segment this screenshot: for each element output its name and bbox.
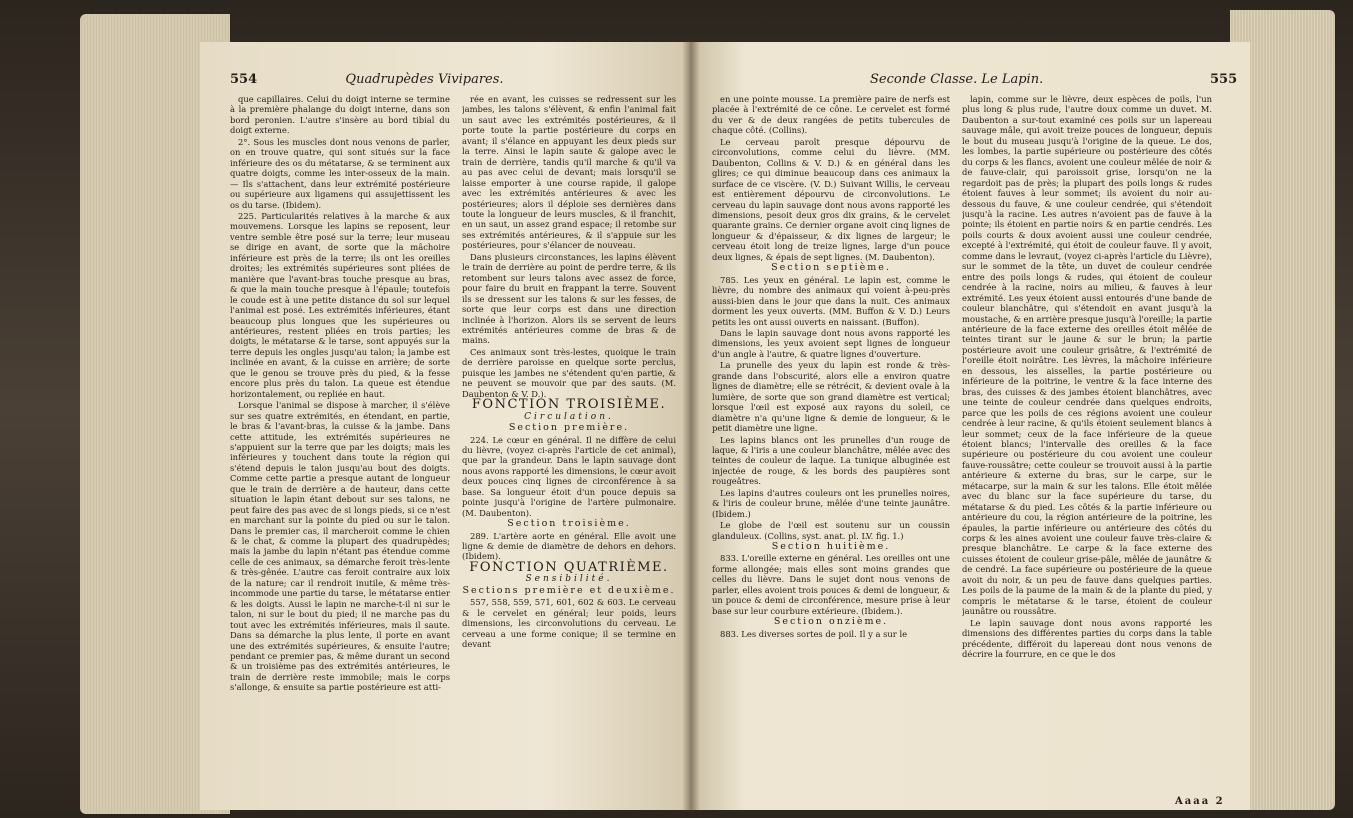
page-number-left: 554 (230, 72, 258, 87)
section-heading: Section troisième. (507, 518, 631, 530)
fonction-heading: FONCTION TROISIÈME. (471, 397, 667, 413)
paragraph: Les lapins blancs ont les prunelles d'un rouge de laque, & l'iris a une couleur blanchâtre, mêlée avec des teintes de couleur de laque. La tunique albuginée est injectée de rouge, & les bords des paupières sont rougeâtres. (712, 434, 950, 487)
paragraph: 785. Les yeux en général. Le lapin est, comme le lièvre, du nombre des animaux qui voient à-peu-près aussi-bien dans le jour que dans la nuit. Ces animaux dorment les yeux ouverts. (MM. Buffon & V. D.) Leurs petits les ont aussi ouverts en naissant. (Buffon). (712, 274, 950, 327)
right-running-head (870, 72, 1043, 87)
left-column-1 (230, 94, 450, 806)
right-page (690, 42, 1250, 810)
section-heading: Section première. (508, 422, 630, 434)
left-column-2 (462, 94, 676, 806)
paragraph: lapin, comme sur le lièvre, deux espèces de poils, l'un plus long & plus rude, l'autre doux comme un duvet. M. Daubenton a sur-tout examiné ces poils sur un lapereau sauvage mâle, qui avoit treize pouces de longueur, depuis le bout du museau jusqu'à l'origine de la queue. Le dos, les lombes, la partie supérieure ou postérieure des côtés du corps & les flancs, avoient une couleur mêlée de noir & de fauve-clair, qui paroissoit grise, lorsqu'on ne la regardoit pas de près; la plupart des poils longs & rudes étoient fauves à leur sommet; ils avoient du noir au-dessous du fauve, & une couleur cendrée, qui s'étendoit jusqu'à la racine. Les autres n'avoient pas de fauve à la pointe; ils étoient en partie noirs & en partie cendrés. Les poils courts & doux avoient aussi une couleur cendrée, excepté à l'extrémité, qui étoit de couleur fauve. Il y avoit, comme dans le levraut, (voyez ci-après l'article du Lièvre), sur le sommet de la tête, un duvet de couleur cendrée entre des poils longs & rudes, qui étoient de couleur cendrée à la racine, noirs au milieu, & fauves à leur extrémité. Les yeux étoient aussi entourés d'une bande de couleur blanchâtre, qui s'étendoit en avant jusqu'à la moustache, & en arrière presque jusqu'à l'oreille; la partie antérieure de la face externe des oreilles étoit mêlée de teintes tirant sur le jaune & sur le brun; la partie postérieure avoit une couleur grisâtre, & l'extrémité de l'oreille étoit noirâtre. Les lèvres, la mâchoire inférieure en dessous, les aisselles, la partie postérieure ou inférieure de la poitrine, le ventre & la face interne des bras, des cuisses & des jambes étoient blanchâtres, avec une teinte de couleur cendrée dans quelques endroits, parce que les poils de ces régions avoient une couleur cendrée à leur racine, & qu'ils étoient seulement blancs à leur sommet; ceux de la face inférieure de la queue étoient blancs; l'intervalle des oreilles & la face supérieure ou postérieure du cou avoient une couleur fauve-roussâtre; cette couleur se trouvoit aussi à la partie antérieure & externe du bras, sur le carpe, sur le métacarpe, sur la main & sur les talons. Elle étoit mêlée avec du blanc sur la face supérieure du tarse, du métatarse & du pied. Les côtés & la partie inférieure ou antérieure du cou, la région antérieure de la poitrine, les épaules, la partie inférieure ou antérieure des côtés du corps & les aines avoient une couleur fauve très-claire & presque blanchâtre. Le carpe & la face externe des cuisses étoient de couleur grise-pâle, mêlée de jaunâtre & de cendré. La face supérieure ou postérieure de la queue avoit du noir, & un peu de fauve dans quelques parties. Les poils de la paume de la main & de la plante du pied, y compris le métatarse & le tarse, étoient de couleur jaunâtre ou roussâtre. (962, 94, 1212, 617)
paragraph: rée en avant, les cuisses se redressent sur les jambes, les talons s'élèvent, & enfin l'animal fait un saut avec les extrémités postérieures, & il porte toute la partie postérieure du corps en avant; il s'élance en appuyant les deux pieds sur la terre. Ainsi le lapin saute & galope avec le train de derrière, tandis qu'il marche & qu'il va au pas avec celui de devant; mais lorsqu'il se laisse emporter à une course rapide, il galope avec les extrémités antérieures & avec les postérieures; alors il déploie ses dernières dans toute la longueur de leurs muscles, & il franchit, en un saut, un assez grand espace; il retombe sur ses extrémités antérieures, & il s'appuie sur les postérieures, pour s'élancer de nouveau. (462, 94, 676, 251)
paragraph: 833. L'oreille externe en général. Les oreilles ont une forme allongée; mais elles sont moins grandes que celles du lièvre. Dans le sujet dont nous venons de parler, elles avoient trois pouces & demi de longueur, & un pouce & demi de circonférence, mesure prise à leur base sur leur courbure extérieure. (Ibidem.). (712, 553, 950, 616)
paragraph: Ces animaux sont très-lestes, quoique le train de derrière paroisse en quelque sorte perclus, puisque les jambes ne s'étendent qu'en partie, & ne peuvent se mouvoir que par des sauts. (M. Daubenton & V. D.). (462, 346, 676, 399)
fonction-subheading: Circulation. (524, 411, 614, 422)
fonction-subheading: Sensibilité. (525, 574, 613, 585)
paragraph: Dans plusieurs circonstances, les lapins élèvent le train de derrière au point de perdre terre, & ils retombent sur leurs talons avec assez de force, pour faire du bruit en frappant la terre. Souvent ils se dressent sur les talons & sur les fesses, de sorte que leur corps est dans une direction inclinée à l'horizon. Alors ils se servent de leurs extrémités antérieures comme de bras & de mains. (462, 251, 676, 346)
left-running-head (230, 72, 504, 87)
section-heading: Section onzième. (773, 616, 889, 628)
paragraph: en une pointe mousse. La première paire de nerfs est placée à l'extrémité de ce cône. Le cervelet est formé du ver & de deux rangées de petits tubercules de chaque côté. (Collins). (712, 94, 950, 136)
paragraph: Le lapin sauvage dont nous avons rapporté les dimensions des différentes parties du corps dans la table précédente, différoit du lapereau dont nous venons de décrire la fourrure, en ce que le dos (962, 617, 1212, 660)
page-number-right: 555 (1210, 72, 1238, 87)
paragraph: 289. L'artère aorte en général. Elle avoit une ligne & demie de diamètre de dehors en dehors. (Ibidem). (462, 530, 676, 562)
left-page (200, 42, 690, 810)
left-running-title: Quadrupèdes Vivipares. (345, 72, 504, 87)
paragraph: 883. Les diverses sortes de poil. Il y a sur le (720, 628, 908, 639)
paragraph: 225. Particularités relatives à la marche & aux mouvemens. Lorsque les lapins se reposent, leur ventre semble être posé sur la terre; leur museau se dirige en avant, de sorte que la mâchoire inférieure est près de la terre; ils ont les oreilles droites; les extrémités supérieures sont pliées de manière que l'avant-bras touche presque au bras, & que la main touche presque à l'épaule; toutefois le coude est à une petite distance du sol sur lequel l'animal est posé. Les extrémités inférieures, étant beaucoup plus longues que les supérieures ou antérieures, restent pliées en trois parties; les doigts, le métatarse & le tarse, sont appuyés sur la terre depuis les ongles jusqu'au talon; la jambe est inclinée en avant, & la cuisse en arrière; de sorte que le genou se trouve près du pied, & la fesse encore plus près du talon. La queue est étendue horizontalement, ou repliée en haut. (230, 210, 450, 399)
paragraph: Les lapins d'autres couleurs ont les prunelles noires, & l'iris de couleur brune, mêlée d'une teinte jaunâtre. (Ibidem.) (712, 487, 950, 519)
right-running-title: Seconde Classe. (870, 72, 978, 87)
paragraph: 224. Le cœur en général. Il ne diffère de celui du lièvre, (voyez ci-après l'article de cet animal), que par la grandeur. Dans le lapin sauvage dont nous avons rapporté les dimensions, le cœur avoit deux pouces cinq lignes de circonférence à sa base. Sa longueur étoit d'un pouce depuis sa pointe jusqu'à l'origine de l'artère pulmonaire. (M. Daubenton). (462, 434, 676, 518)
signature-mark: Aaaa 2 (1175, 796, 1225, 807)
paragraph: 2°. Sous les muscles dont nous venons de parler, on en trouve quatre, qui sont situés sur la face inférieure des os du métatarse, & se terminent aux quatre doigts, comme les inter-osseux de la main. — Ils s'attachent, dans leur extrémité postérieure ou supérieure aux ligamens qui assujettissent les os du tarse. (Ibidem). (230, 136, 450, 210)
paragraph: Lorsque l'animal se dispose à marcher, il s'élève sur ses quatre extrémités, en étendant, en partie, le bras & l'avant-bras, la cuisse & la jambe. Dans cette attitude, les extrémités supérieures ne s'appuient sur la terre que par les doigts; mais les inférieures y touchent dans toute la région qui s'étend depuis le talon jusqu'au bout des doigts. Comme cette partie a presque autant de longueur que le train de derrière a de hauteur, dans cette situation le lapin étant debout sur ses talons, ne peut faire des pas avec de si longs pieds, si ce n'est en marchant sur la pointe du pied ou sur le talon. Dans le premier cas, il marcheroit comme le chien & le chat, & comme la plupart des quadrupèdes; mais la jambe du lapin n'étant pas étendue comme celle de ces animaux, sa démarche feroit très-lente & très-gênée. L'autre cas feroit contraire aux loix de la nature; car il rendroit inutile, & même très-incommode une partie du tarse, le métatarse entier & les doigts. Aussi le lapin ne marche-t-il ni sur le talon, ni sur le bout du pied; il ne marche pas du tout avec les extrémités inférieures, mais il saute. Dans sa démarche la plus lente, il porte en avant une des extrémités supérieures, & ensuite l'autre; pendant ce premier pas, & même durant un second & un troisième pas des extrémités antérieures, le train de derrière reste immobile; mais le corps s'allonge, & ensuite sa partie postérieure est atti- (230, 400, 450, 693)
right-column-2 (962, 94, 1212, 794)
book-gutter (682, 40, 700, 812)
section-heading: Section septième. (771, 262, 891, 274)
fonction-heading: FONCTION QUATRIÈME. (469, 559, 669, 575)
page-number-right-wrap (1210, 72, 1237, 87)
section-heading: Section huitième. (771, 541, 891, 553)
right-running-subtitle: Le Lapin. (981, 72, 1044, 87)
paragraph: Le globe de l'œil est soutenu sur un coussin glanduleux. (Collins, syst. anat. pl. LV. fig. 1.) (712, 520, 950, 541)
paragraph: que capillaires. Celui du doigt interne se termine à la première phalange du doigt interne, dans son bord peronien. L'autre s'insère au bord tibial du doigt externe. (230, 94, 450, 136)
paragraph: La prunelle des yeux du lapin est ronde & très-grande dans l'obscurité, alors elle a environ quatre lignes de diamètre; elle se rétrécit, & devient ovale à la lumière, de sorte que son grand diamètre est vertical; lorsque l'œil est exposé aux rayons du soleil, ce diamètre n'a qu'une ligne & demie de longueur, & le petit diamètre une ligne. (712, 360, 950, 434)
paragraph: Dans le lapin sauvage dont nous avons rapporté les dimensions, les yeux avoient sept lignes de longueur d'un angle à l'autre, & quatre lignes d'ouverture. (712, 327, 950, 359)
paragraph: 557, 558, 559, 571, 601, 602 & 603. Le cerveau & le cervelet en général; leur poids, leurs dimensions, les circonvolutions du cerveau. Le cerveau a une forme conique; il se termine en devant (462, 597, 676, 650)
right-column-1 (712, 94, 950, 806)
section-heading: Sections première et deuxième. (462, 584, 676, 596)
paragraph: Le cerveau paroît presque dépourvu de circonvolutions, comme celui du lièvre. (MM. Daubenton, Collins & V. D.) & en général dans les glires; ce qui diminue beaucoup dans ces animaux la surface de ce viscère. (V. D.) Suivant Willis, le cerveau est entièrement dépourvu de circonvolutions. Le cerveau du lapin sauvage dont nous avons rapporté les dimensions, pesoit deux gros dix grains, & le cervelet quarante grains. Ce dernier organe avoit cinq lignes de longueur & d'épaisseur, & dix lignes de largeur; le cerveau étoit long de treize lignes, large d'un pouce deux lignes, & épais de sept lignes. (M. Daubenton). (712, 136, 950, 262)
